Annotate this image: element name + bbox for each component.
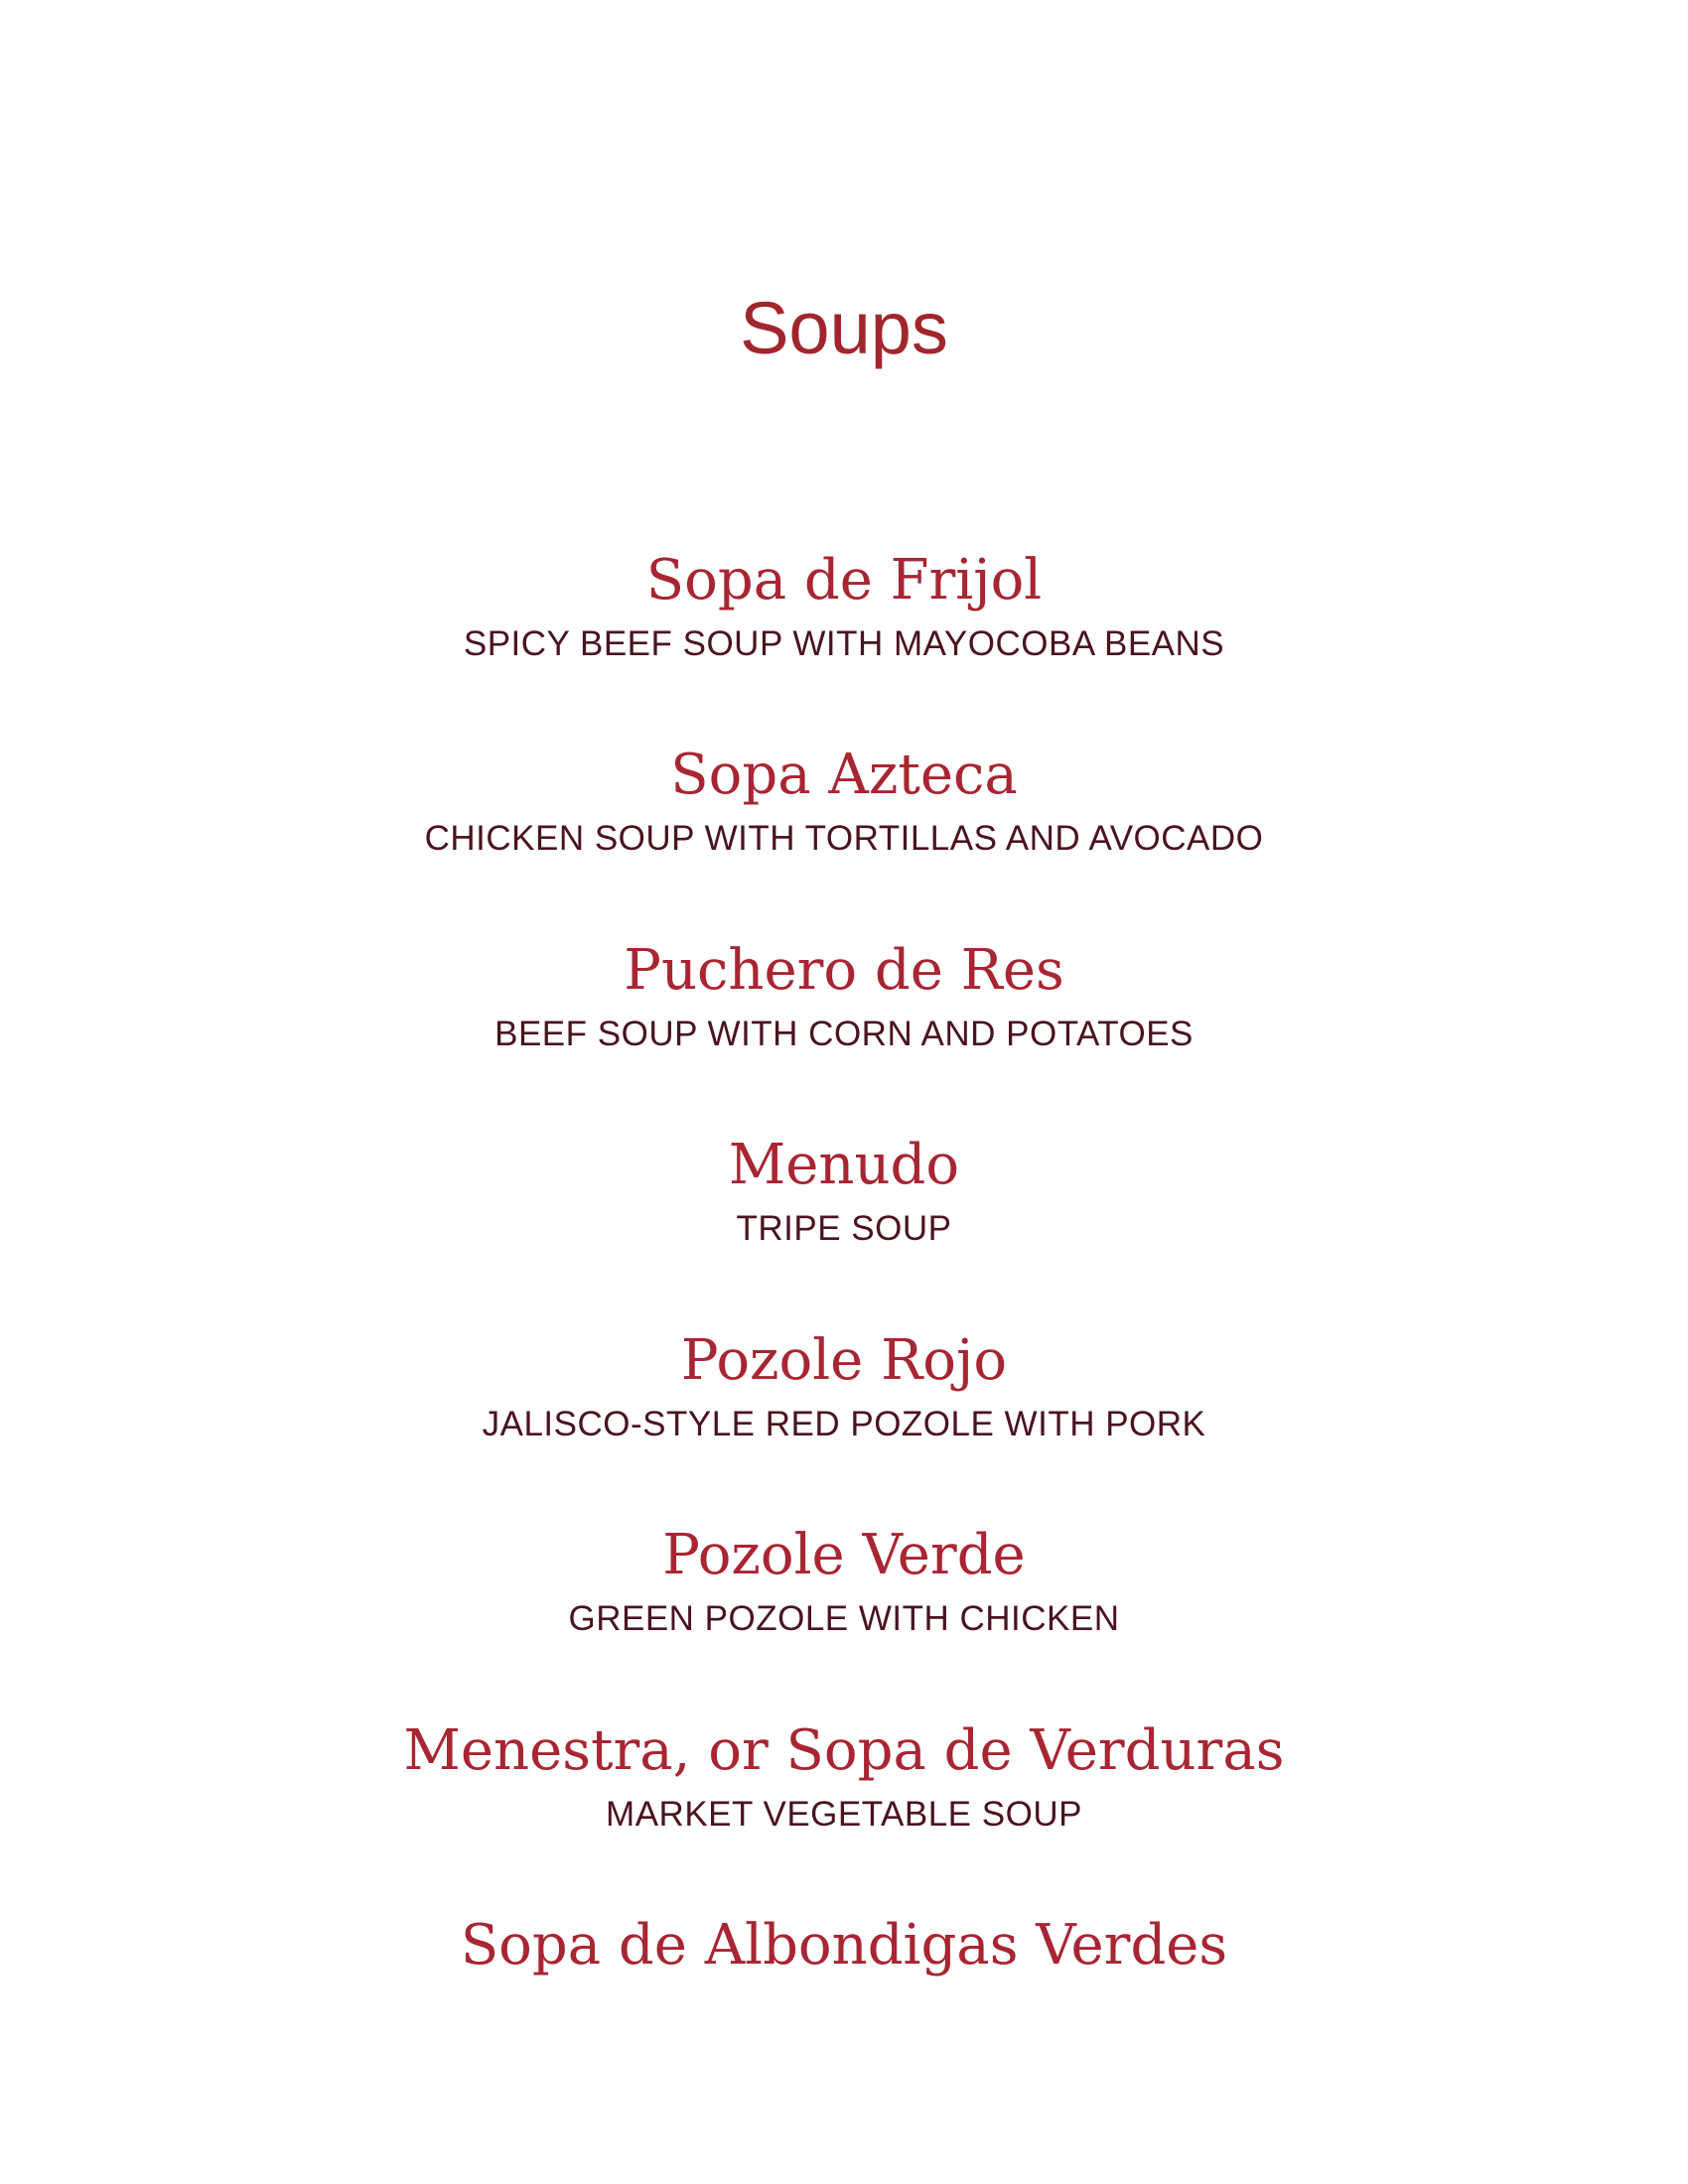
menu-item-menudo: [0, 1132, 1688, 1251]
menu-item-description: JALISCO-STYLE RED POZOLE WITH PORK: [482, 1405, 1206, 1443]
menu-item-pozole-verde: [0, 1522, 1688, 1641]
menu-item-description: SPICY BEEF SOUP WITH MAYOCOBA BEANS: [463, 624, 1225, 663]
menu-item-name: Pozole Rojo: [680, 1328, 1008, 1393]
menu-item-name: Menestra, or Sopa de Verduras: [403, 1718, 1285, 1783]
menu-item-puchero-de-res: [0, 937, 1688, 1056]
menu-item-description: TRIPE SOUP: [736, 1209, 952, 1248]
menu-item-sopa-de-albondigas-verdes: [0, 1912, 1688, 1979]
menu-item-name: Sopa de Albondigas Verdes: [460, 1913, 1228, 1978]
menu-item-name: Puchero de Res: [624, 938, 1064, 1003]
menu-item-sopa-de-frijol: [0, 547, 1688, 666]
menu-item-sopa-azteca: [0, 742, 1688, 861]
menu-item-name: Sopa Azteca: [670, 743, 1018, 807]
menu-item-name: Sopa de Frijol: [645, 548, 1043, 613]
menu-item-description: MARKET VEGETABLE SOUP: [606, 1795, 1082, 1834]
menu-item-description: CHICKEN SOUP WITH TORTILLAS AND AVOCADO: [424, 819, 1264, 858]
menu-item-name: Pozole Verde: [662, 1523, 1026, 1587]
menu-item-description: GREEN POZOLE WITH CHICKEN: [568, 1599, 1120, 1638]
section-title: Soups: [740, 287, 948, 369]
menu-item-pozole-rojo: [0, 1327, 1688, 1446]
menu-item-name: Menudo: [728, 1133, 960, 1197]
menu-item-menestra: [0, 1717, 1688, 1837]
menu-item-description: BEEF SOUP WITH CORN AND POTATOES: [494, 1015, 1194, 1053]
